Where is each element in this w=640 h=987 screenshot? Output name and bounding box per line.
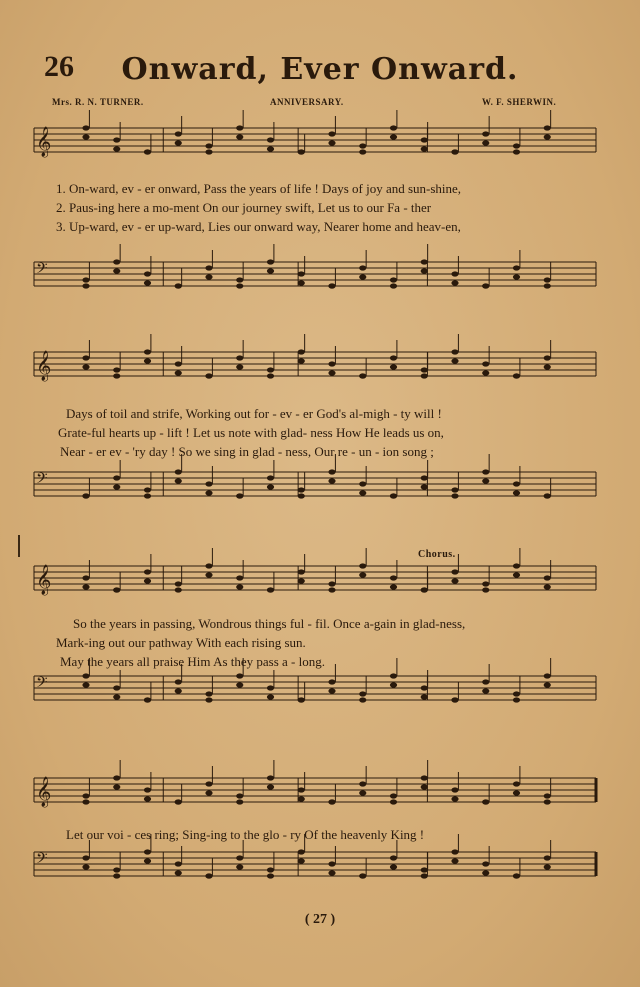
note-head: [175, 478, 182, 483]
lyric-line: Grate-ful hearts up - lift ! Let us note with glad- ness How He leads us on,: [58, 425, 444, 440]
note-head: [421, 873, 428, 878]
note-head: [359, 572, 366, 577]
note-head: [421, 475, 428, 480]
note-head: [421, 259, 428, 264]
note-head: [359, 274, 366, 279]
note-head: [236, 134, 243, 139]
note-head: [328, 799, 335, 804]
note-head: [205, 873, 212, 878]
note-head: [421, 373, 428, 378]
staff: [34, 262, 596, 286]
note-head: [298, 493, 305, 498]
note-head: [113, 784, 120, 789]
note-head: [451, 697, 458, 702]
note-head: [359, 873, 366, 878]
note-head: [236, 584, 243, 589]
note-head: [82, 799, 89, 804]
note-head: [544, 125, 551, 130]
bass-clef-icon: 𝄢: [36, 260, 48, 281]
note-head: [482, 587, 489, 592]
note-head: [236, 673, 243, 678]
staff: [34, 472, 596, 496]
note-head: [82, 493, 89, 498]
note-head: [451, 280, 458, 285]
note-head: [359, 790, 366, 795]
note-head: [175, 283, 182, 288]
note-head: [175, 370, 182, 375]
note-head: [544, 493, 551, 498]
note-head: [513, 781, 520, 786]
note-head: [421, 867, 428, 872]
note-head: [451, 271, 458, 276]
note-head: [451, 487, 458, 492]
note-head: [359, 265, 366, 270]
note-head: [236, 125, 243, 130]
note-head: [451, 849, 458, 854]
note-head: [359, 697, 366, 702]
note-head: [205, 265, 212, 270]
note-head: [144, 493, 151, 498]
note-head: [421, 587, 428, 592]
note-head: [267, 367, 274, 372]
lyric-line: 1. On-ward, ev - er onward, Pass the years of life ! Days of joy and sun-shine,: [56, 181, 462, 196]
treble-clef-icon: 𝄞: [36, 565, 52, 595]
note-head: [390, 575, 397, 580]
note-head: [298, 280, 305, 285]
note-head: [175, 688, 182, 693]
note-head: [328, 581, 335, 586]
note-head: [82, 125, 89, 130]
note-head: [205, 790, 212, 795]
note-head: [267, 685, 274, 690]
note-head: [298, 697, 305, 702]
lyric-line: Mark-ing out our pathway With each rising sun.: [56, 635, 306, 650]
note-head: [267, 784, 274, 789]
note-head: [544, 584, 551, 589]
note-head: [267, 867, 274, 872]
note-head: [451, 569, 458, 574]
note-head: [513, 572, 520, 577]
note-head: [144, 796, 151, 801]
note-head: [236, 364, 243, 369]
note-head: [421, 268, 428, 273]
note-head: [82, 355, 89, 360]
note-head: [267, 694, 274, 699]
treble-clef-icon: 𝄞: [36, 351, 52, 381]
note-head: [328, 861, 335, 866]
note-head: [328, 370, 335, 375]
note-head: [328, 140, 335, 145]
note-head: [359, 373, 366, 378]
lyricist-credit: Mrs. R. N. TURNER.: [52, 97, 144, 107]
page-number: ( 27 ): [304, 912, 336, 927]
note-head: [451, 358, 458, 363]
note-head: [513, 697, 520, 702]
note-head: [359, 481, 366, 486]
note-head: [236, 793, 243, 798]
note-head: [144, 271, 151, 276]
note-head: [544, 793, 551, 798]
note-head: [82, 673, 89, 678]
note-head: [298, 149, 305, 154]
occasion-label: ANNIVERSARY.: [270, 97, 344, 107]
note-head: [267, 587, 274, 592]
note-head: [82, 793, 89, 798]
note-head: [175, 140, 182, 145]
note-head: [482, 799, 489, 804]
lyric-line: So the years in passing, Wondrous things ful - fil. Once a-gain in glad-ness,: [73, 616, 466, 631]
staff: [34, 566, 596, 590]
note-head: [205, 481, 212, 486]
note-head: [298, 578, 305, 583]
note-head: [482, 131, 489, 136]
note-head: [390, 277, 397, 282]
note-head: [205, 691, 212, 696]
staff: [34, 778, 596, 802]
note-head: [451, 149, 458, 154]
note-head: [544, 283, 551, 288]
note-head: [421, 685, 428, 690]
note-head: [205, 563, 212, 568]
note-head: [144, 787, 151, 792]
note-head: [267, 268, 274, 273]
note-head: [390, 355, 397, 360]
note-head: [113, 137, 120, 142]
note-head: [82, 575, 89, 580]
note-head: [544, 673, 551, 678]
note-head: [82, 283, 89, 288]
lyric-line: Let our voi - ces ring; Sing-ing to the glo - ry Of the heavenly King !: [66, 827, 425, 842]
note-head: [113, 873, 120, 878]
note-head: [298, 858, 305, 863]
note-head: [205, 572, 212, 577]
note-head: [513, 481, 520, 486]
note-head: [113, 268, 120, 273]
note-head: [267, 873, 274, 878]
note-head: [513, 563, 520, 568]
note-head: [482, 870, 489, 875]
note-head: [390, 682, 397, 687]
note-head: [390, 125, 397, 130]
note-head: [175, 361, 182, 366]
note-head: [144, 849, 151, 854]
note-head: [544, 682, 551, 687]
note-head: [328, 587, 335, 592]
lyric-line: Days of toil and strife, Working out for - ev - er God's al-migh - ty will !: [66, 406, 442, 421]
note-head: [328, 361, 335, 366]
note-head: [205, 490, 212, 495]
composer-credit: W. F. SHERWIN.: [482, 97, 557, 107]
note-head: [513, 149, 520, 154]
note-head: [482, 361, 489, 366]
note-head: [144, 858, 151, 863]
note-head: [451, 349, 458, 354]
note-head: [544, 799, 551, 804]
note-head: [482, 469, 489, 474]
note-head: [267, 259, 274, 264]
note-head: [267, 146, 274, 151]
note-head: [421, 367, 428, 372]
note-head: [236, 855, 243, 860]
note-head: [82, 134, 89, 139]
lyric-line: 2. Paus-ing here a mo-ment On our journey swift, Let us to our Fa - ther: [56, 200, 432, 215]
note-head: [513, 373, 520, 378]
note-head: [544, 277, 551, 282]
note-head: [390, 864, 397, 869]
note-head: [298, 349, 305, 354]
note-head: [267, 475, 274, 480]
note-head: [82, 364, 89, 369]
note-head: [451, 493, 458, 498]
note-head: [144, 697, 151, 702]
note-head: [175, 799, 182, 804]
note-head: [544, 864, 551, 869]
note-head: [298, 271, 305, 276]
note-head: [513, 490, 520, 495]
bass-clef-icon: 𝄢: [36, 674, 48, 695]
note-head: [482, 679, 489, 684]
treble-clef-icon: 𝄞: [36, 777, 52, 807]
note-head: [451, 858, 458, 863]
note-head: [328, 131, 335, 136]
note-head: [421, 694, 428, 699]
treble-clef-icon: 𝄞: [36, 127, 52, 157]
note-head: [113, 367, 120, 372]
note-head: [390, 493, 397, 498]
note-head: [144, 349, 151, 354]
note-head: [513, 143, 520, 148]
note-head: [544, 855, 551, 860]
note-head: [175, 131, 182, 136]
note-head: [144, 358, 151, 363]
note-head: [513, 873, 520, 878]
note-head: [390, 364, 397, 369]
note-head: [482, 283, 489, 288]
note-head: [236, 682, 243, 687]
note-head: [328, 688, 335, 693]
note-head: [82, 277, 89, 282]
note-head: [390, 584, 397, 589]
note-head: [236, 575, 243, 580]
staff: [34, 852, 596, 876]
note-head: [236, 864, 243, 869]
note-head: [175, 581, 182, 586]
note-head: [482, 370, 489, 375]
note-head: [205, 697, 212, 702]
note-head: [328, 469, 335, 474]
note-head: [298, 487, 305, 492]
note-head: [267, 775, 274, 780]
lyric-line: Near - er ev - 'ry day ! So we sing in glad - ness, Our re - un - ion song ;: [60, 444, 434, 459]
note-head: [267, 373, 274, 378]
note-head: [113, 475, 120, 480]
note-head: [328, 283, 335, 288]
note-head: [298, 787, 305, 792]
note-head: [513, 691, 520, 696]
note-head: [113, 146, 120, 151]
note-head: [544, 134, 551, 139]
note-head: [82, 864, 89, 869]
note-head: [544, 364, 551, 369]
note-head: [544, 575, 551, 580]
note-head: [236, 283, 243, 288]
note-head: [328, 478, 335, 483]
note-head: [482, 861, 489, 866]
note-head: [482, 140, 489, 145]
note-head: [82, 855, 89, 860]
note-head: [328, 870, 335, 875]
note-head: [513, 274, 520, 279]
note-head: [359, 781, 366, 786]
note-head: [482, 581, 489, 586]
note-head: [175, 870, 182, 875]
note-head: [390, 799, 397, 804]
note-head: [451, 787, 458, 792]
note-head: [390, 134, 397, 139]
note-head: [144, 149, 151, 154]
note-head: [205, 149, 212, 154]
note-head: [175, 587, 182, 592]
note-head: [82, 584, 89, 589]
note-head: [205, 373, 212, 378]
bass-clef-icon: 𝄢: [36, 850, 48, 871]
note-head: [267, 484, 274, 489]
note-head: [205, 274, 212, 279]
note-head: [82, 682, 89, 687]
note-head: [421, 146, 428, 151]
note-head: [513, 790, 520, 795]
staff: [34, 352, 596, 376]
note-head: [421, 484, 428, 489]
chorus-label: Chorus.: [418, 549, 456, 560]
note-head: [144, 578, 151, 583]
note-head: [359, 490, 366, 495]
note-head: [482, 478, 489, 483]
note-head: [513, 265, 520, 270]
note-head: [421, 137, 428, 142]
bass-clef-icon: 𝄢: [36, 470, 48, 491]
note-head: [175, 861, 182, 866]
note-head: [236, 355, 243, 360]
note-head: [390, 855, 397, 860]
note-head: [113, 587, 120, 592]
note-head: [390, 283, 397, 288]
note-head: [390, 673, 397, 678]
note-head: [390, 793, 397, 798]
note-head: [298, 796, 305, 801]
note-head: [113, 484, 120, 489]
note-head: [359, 563, 366, 568]
note-head: [175, 679, 182, 684]
note-head: [421, 775, 428, 780]
lyric-line: 3. Up-ward, ev - er up-ward, Lies our onward way, Nearer home and heav-en,: [56, 219, 461, 234]
lyric-line: May the years all praise Him As they pass a - long.: [60, 654, 325, 669]
note-head: [359, 691, 366, 696]
note-head: [451, 796, 458, 801]
note-head: [298, 849, 305, 854]
note-head: [298, 358, 305, 363]
note-head: [113, 867, 120, 872]
note-head: [421, 784, 428, 789]
note-head: [359, 149, 366, 154]
hymn-number: 26: [44, 50, 74, 83]
note-head: [544, 355, 551, 360]
note-head: [175, 469, 182, 474]
note-head: [267, 137, 274, 142]
note-head: [298, 569, 305, 574]
note-head: [451, 578, 458, 583]
note-head: [113, 373, 120, 378]
note-head: [236, 493, 243, 498]
note-head: [113, 259, 120, 264]
note-head: [144, 487, 151, 492]
note-head: [144, 569, 151, 574]
note-head: [205, 143, 212, 148]
note-head: [328, 679, 335, 684]
note-head: [113, 685, 120, 690]
hymn-title: Onward, Ever Onward.: [121, 52, 519, 87]
note-head: [236, 277, 243, 282]
note-head: [144, 280, 151, 285]
note-head: [236, 799, 243, 804]
note-head: [205, 781, 212, 786]
note-head: [113, 694, 120, 699]
note-head: [359, 143, 366, 148]
note-head: [482, 688, 489, 693]
note-head: [113, 775, 120, 780]
